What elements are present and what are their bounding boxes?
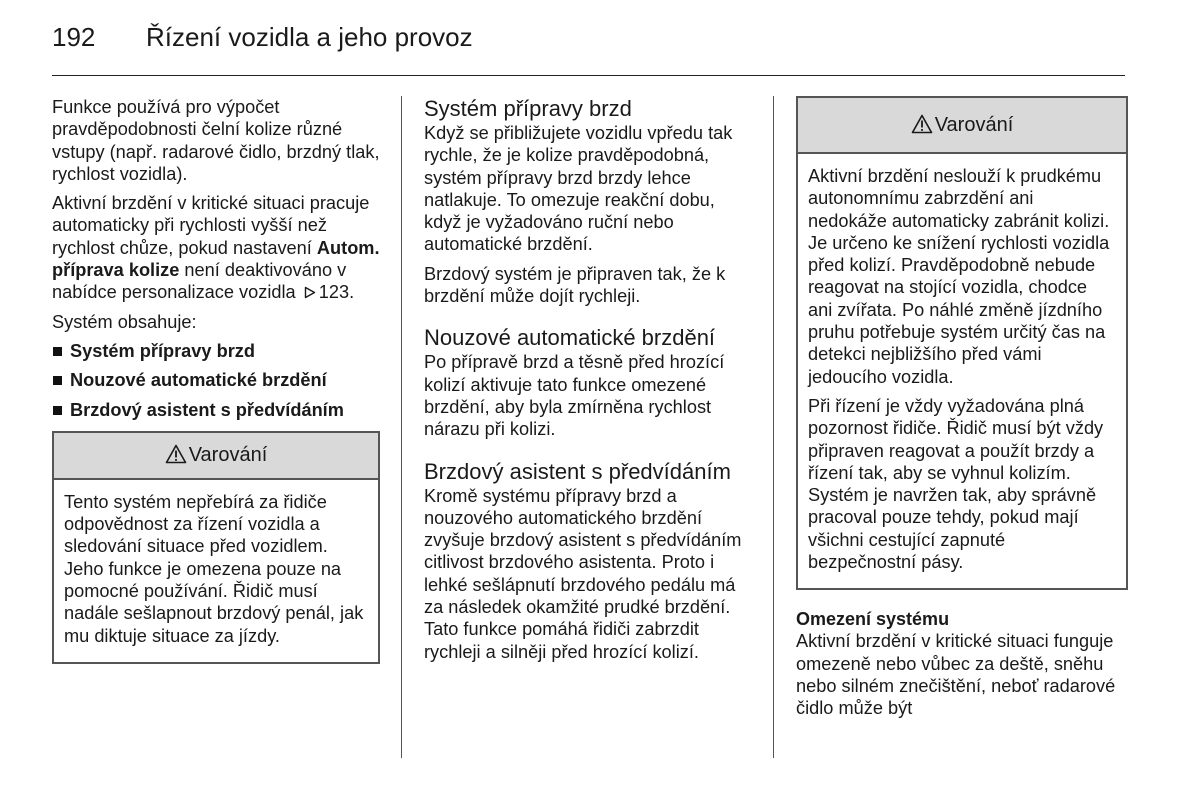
paragraph: Po přípravě brzd a těsně před hrozící kolizí aktivuje tato funkce omezené brzdění, aby byla zmírněna rychlost nárazu při kolizi. xyxy=(424,352,725,440)
warning-box xyxy=(52,431,380,664)
page-number: 192 xyxy=(52,22,96,52)
paragraph-text: není deaktivováno v nabídce personalizace vozidla xyxy=(52,260,347,303)
paragraph: Brzdový systém je připraven tak, že k brzdění může dojít rychleji. xyxy=(424,263,726,307)
warning-header xyxy=(54,433,378,480)
column-divider xyxy=(773,96,774,758)
section-title: Nouzové automatické brzdění xyxy=(424,325,716,351)
list-item-label: Systém přípravy brzd xyxy=(70,340,255,361)
paragraph: Když se přibližujete vozidlu vpředu tak rychle, že je kolize pravděpodobná, systém přípravy brzd brzdy lehce natlakuje. To omezuje reakční dobu, když je vyžadováno ruční nebo automatické brzdění. xyxy=(424,123,733,255)
section-title: Brzdový asistent s předvídáním xyxy=(424,458,731,484)
warning-body xyxy=(54,480,378,662)
section-title: Systém přípravy brzd xyxy=(424,96,632,121)
list-item-label: Nouzové automatické brzdění xyxy=(70,370,327,391)
paragraph: Kromě systému přípravy brzd a nouzového automatického brzdění zvyšuje brzdový asistent s předvídáním citlivost brzdového asistenta. Proto i lehké sešlápnutí brzdového pedálu má za následek okamžité prudké brzdění. Tato funkce pomáhá řidiči zabrzdit rychleji a silněji před hrozící kolizí. xyxy=(424,485,742,662)
chapter-title: Řízení vozidla a jeho provoz xyxy=(146,22,473,52)
paragraph: Aktivní brzdění v kritické situaci funguje omezeně nebo vůbec za deště, sněhu nebo silném znečištění, neboť radarové čidlo může být xyxy=(796,631,1116,719)
warning-title: Varování xyxy=(934,114,1014,136)
warning-triangle-icon xyxy=(165,444,187,464)
paragraph xyxy=(52,192,380,303)
page-reference[interactable]: 123. xyxy=(318,282,355,303)
setting-name: Autom. příprava kolize xyxy=(52,237,380,281)
bullet-square-icon xyxy=(53,347,62,356)
warning-body xyxy=(798,154,1126,588)
feature-list xyxy=(52,340,380,421)
list-item xyxy=(52,369,380,391)
paragraph: Systém obsahuje: xyxy=(52,311,197,332)
header-rule xyxy=(52,75,1125,76)
warning-title: Varování xyxy=(188,443,268,466)
warning-text: Aktivní brzdění neslouží k prudkému autonomnímu zabrzdění ani nedokáže automaticky zabránit kolizi. Je určeno ke snížení rychlosti vozidla před kolizí. Pravděpodobně nebude reagovat na stojící vozidla, chodce ani zvířata. Po náhlé změně jízdního pruhu potřebuje systém určitý čas na detekci nejbližšího před vámi jedoucího vozidla. xyxy=(808,166,1110,387)
paragraph: Funkce používá pro výpočet pravděpodobnosti čelní kolize různé vstupy (např. radarové čidlo, brzdný tlak, rychlost vozidla). xyxy=(52,97,380,184)
warning-box xyxy=(796,96,1128,590)
bullet-square-icon xyxy=(53,376,62,385)
column-divider xyxy=(401,96,402,758)
column-left xyxy=(52,96,380,664)
page-reference-icon xyxy=(304,286,316,299)
column-right xyxy=(796,96,1128,727)
warning-header xyxy=(798,98,1126,154)
list-item-label: Brzdový asistent s předvídáním xyxy=(70,399,344,420)
list-item xyxy=(52,399,380,421)
warning-text: Tento systém nepřebírá za řidiče odpovědnost za řízení vozidla a sledování situace před vozidlem. Jeho funkce je omezena pouze na pomocné používání. Řidič musí nadále sešlapnout brzdový penál, jak mu diktuje situace za jízdy. xyxy=(64,491,364,646)
column-middle xyxy=(424,96,754,670)
bullet-square-icon xyxy=(53,406,62,415)
paragraph-text: Aktivní brzdění v kritické situaci pracuje automaticky při rychlosti vyšší než rychlost chůze, pokud nastavení xyxy=(52,193,370,258)
list-item xyxy=(52,340,380,362)
warning-text: Při řízení je vždy vyžadována plná pozornost řidiče. Řidič musí být vždy připraven reagovat a použít brzdy a řízení tak, aby se vyhnul kolizím. Systém je navržen tak, aby správně pracoval pouze tehdy, pokud mají všichni cestující zapnuté bezpečnostní pásy. xyxy=(808,395,1104,573)
subsection-title: Omezení systému xyxy=(796,609,950,630)
warning-triangle-icon xyxy=(911,114,933,134)
